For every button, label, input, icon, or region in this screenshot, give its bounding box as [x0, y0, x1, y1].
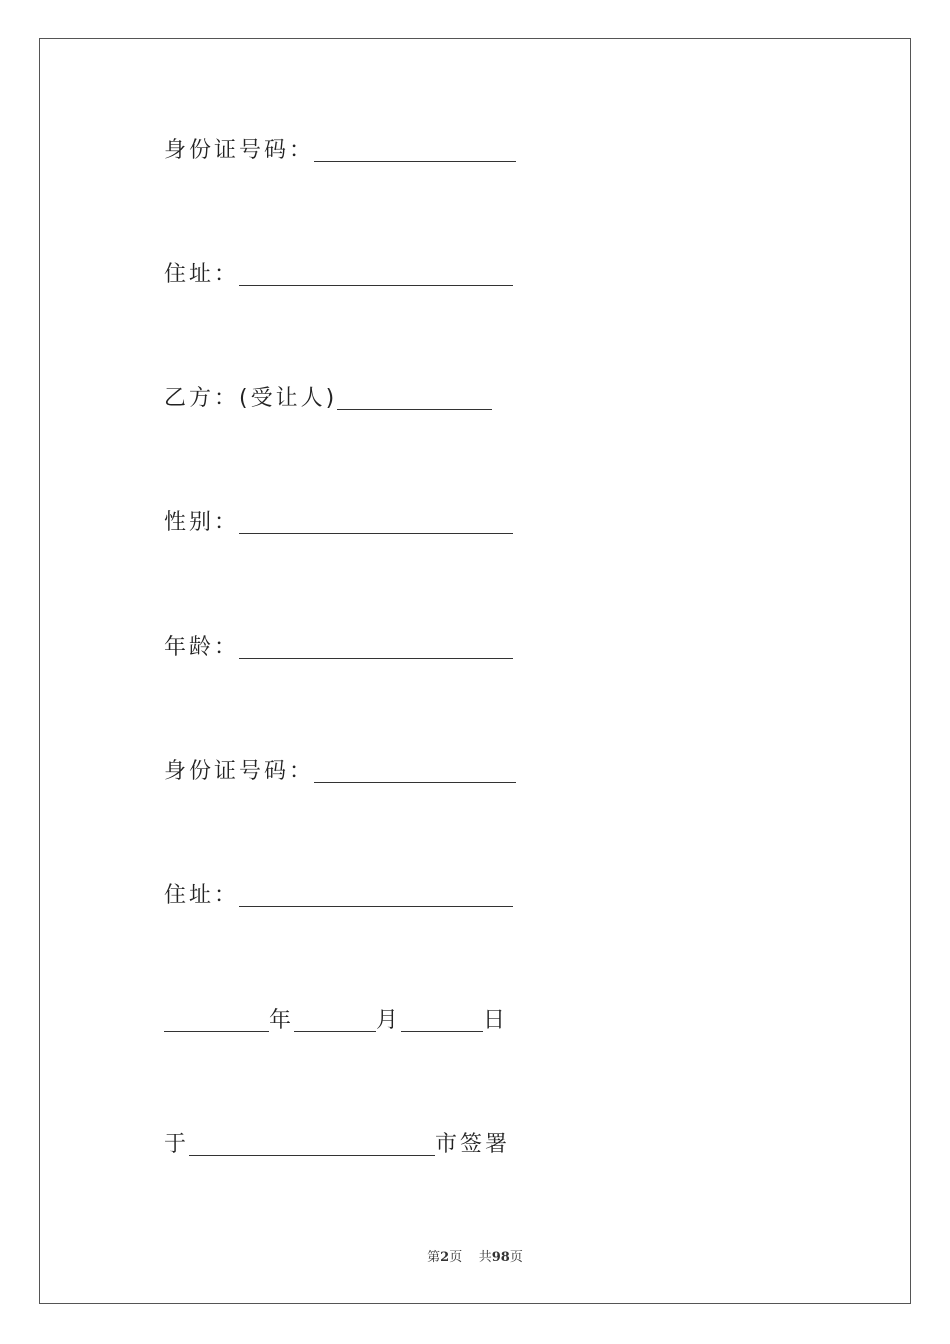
age-label: 年龄：	[164, 635, 240, 660]
total-unit: 页	[509, 1250, 523, 1265]
id-number-field-2	[164, 757, 516, 787]
month-label: 月	[376, 1008, 402, 1033]
total-pages: 98	[491, 1250, 510, 1265]
party-b-label: 乙方：(受让人)	[164, 386, 338, 411]
page-unit: 页	[449, 1250, 463, 1265]
address-label: 住址：	[164, 883, 240, 908]
id-number-field-1	[164, 136, 516, 166]
age-blank[interactable]	[239, 636, 513, 659]
total-prefix: 共	[478, 1250, 492, 1265]
page-footer	[0, 1246, 950, 1265]
day-label: 日	[483, 1008, 509, 1033]
gender-label: 性别：	[164, 510, 240, 535]
page-number: 2	[440, 1250, 450, 1265]
address-blank[interactable]	[239, 263, 513, 286]
signing-place-line	[164, 1130, 510, 1160]
year-label: 年	[269, 1008, 295, 1033]
gender-field	[164, 508, 513, 538]
gender-blank[interactable]	[239, 511, 513, 534]
address-field-2	[164, 881, 513, 911]
day-blank[interactable]	[401, 1009, 483, 1032]
signing-suffix: 市签署	[435, 1132, 511, 1157]
date-line	[164, 1006, 508, 1036]
year-blank[interactable]	[164, 1009, 269, 1032]
id-number-label: 身份证号码：	[164, 138, 315, 163]
id-number-blank[interactable]	[314, 139, 516, 162]
party-b-blank[interactable]	[337, 387, 492, 410]
id-number-label: 身份证号码：	[164, 759, 315, 784]
address-field-1	[164, 260, 513, 290]
city-blank[interactable]	[189, 1133, 435, 1156]
page-prefix: 第	[427, 1250, 441, 1265]
page-border	[39, 38, 911, 1304]
party-b-field	[164, 384, 492, 414]
address-blank[interactable]	[239, 884, 513, 907]
month-blank[interactable]	[294, 1009, 376, 1032]
id-number-blank[interactable]	[314, 760, 516, 783]
signing-prefix: 于	[164, 1132, 190, 1157]
address-label: 住址：	[164, 262, 240, 287]
age-field	[164, 633, 513, 663]
